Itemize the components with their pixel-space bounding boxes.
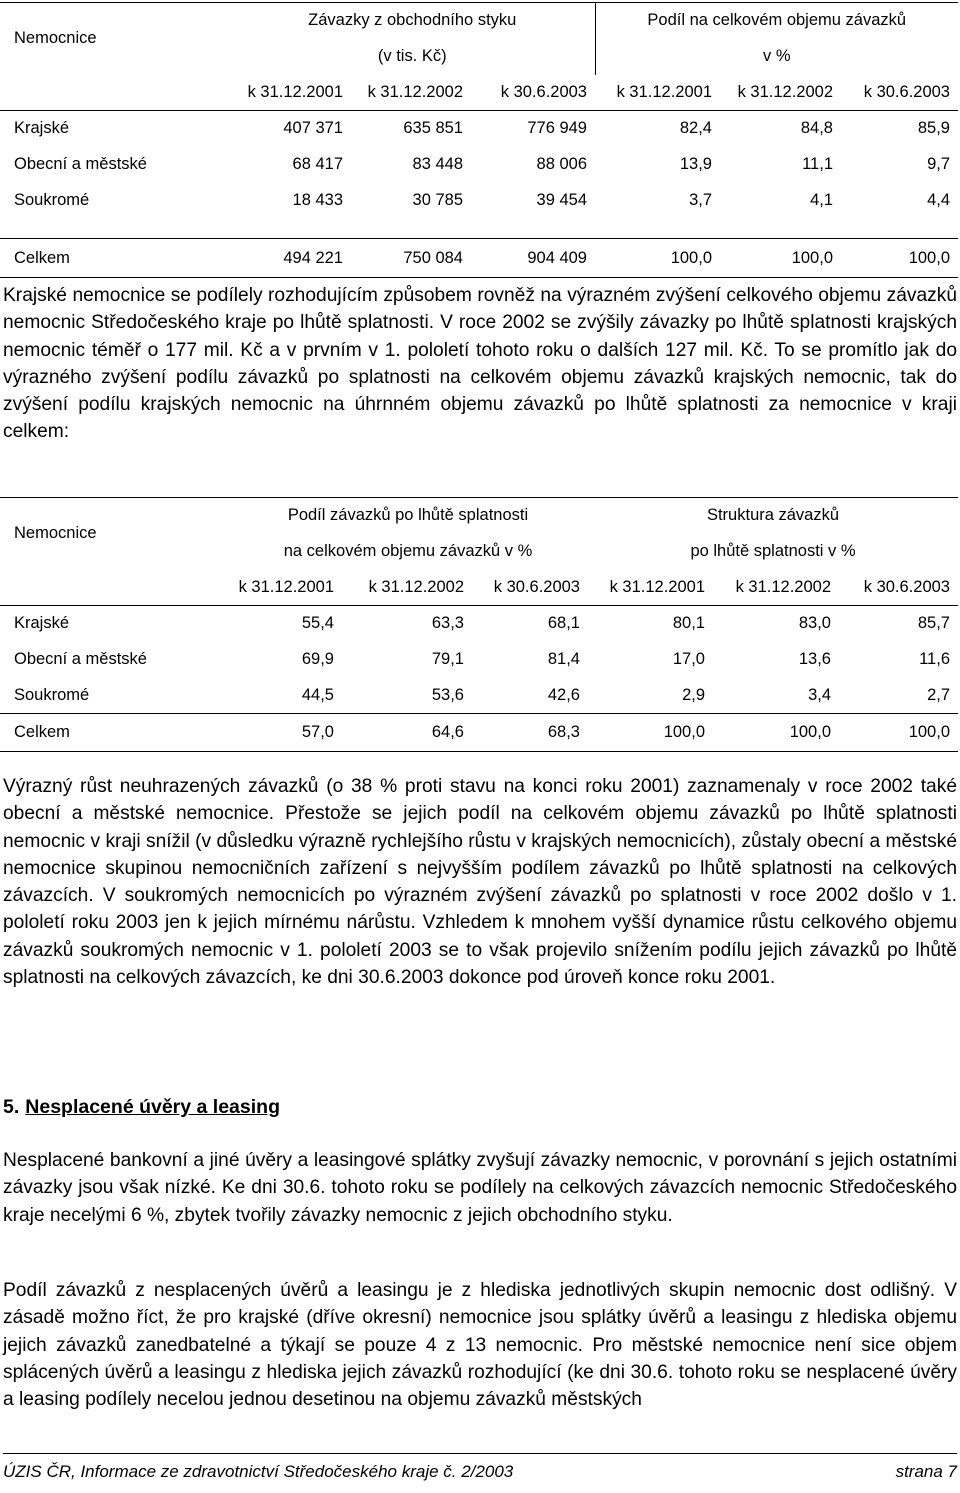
cell: 39 454 [536, 191, 587, 209]
cell: 42,6 [472, 678, 588, 714]
cell: 88 006 [536, 155, 587, 173]
paragraph: Nesplacené bankovní a jiné úvěry a leasingové splátky zvyšují závazky nemocnic, v porovnání s jejich ostatními závazky jsou však nízké. Ke dni 30.6. tohoto roku se podílely na celkových závazcích nemocnic Středočeského kraje necelými 6 %, zbytek tvořily závazky nemocnic z jejich obchodního styku. [3, 1150, 957, 1226]
cell: 407 371 [283, 119, 343, 138]
cell: 68,1 [547, 614, 580, 633]
cell: 635 851 [403, 119, 463, 138]
cell: 84,8 [800, 119, 833, 138]
cell: 904 409 [471, 239, 595, 278]
cell: 30 785 [412, 191, 463, 209]
table-row [0, 678, 958, 714]
cell: 4,1 [810, 191, 833, 209]
cell: 2,7 [839, 678, 958, 714]
cell: 53,6 [342, 678, 472, 714]
group-subheader: v % [595, 39, 958, 75]
date-header: k 31.12.2001 [230, 75, 351, 111]
date-header: k 30.6.2003 [839, 570, 958, 606]
table-row [0, 642, 958, 678]
row-label: Krajské [14, 614, 70, 633]
cell: 69,9 [301, 650, 334, 668]
total-row [0, 714, 958, 752]
cell: 100,0 [588, 714, 713, 752]
cell: 11,6 [919, 650, 950, 668]
cell: 3,4 [713, 678, 839, 714]
overdue-liabilities-table [0, 497, 958, 752]
footer-source: ÚZIS ČR, Informace ze zdravotnictví Středočeského kraje č. 2/2003 [3, 1462, 514, 1481]
cell: 44,5 [228, 678, 342, 714]
paragraph: Výrazný růst neuhrazených závazků (o 38 % proti stavu na konci roku 2001) zaznamenaly v roce 2002 také obecní a městské nemocnice. Přestože se jejich podíl na celkovém objemu závazků po lhůtě splatnosti nemocnic v kraji snížil (v důsledku výrazně rychlejšího růstu v krajských nemocnicích), zůstaly obecní a městské nemocnice skupinou nemocničních zařízení s nejvyšším podílem závazků po lhůtě splatnosti na celkových závazcích. V soukromých nemocnicích po výrazném zvýšení závazků po splatnosti v roce 2002 došlo v 1. pololetí roku 2003 jen k jejich mírnému nárůstu. Vzhledem k mnohem vyšší dynamice růstu celkového objemu závazků soukromých nemocnic v 1. pololetí 2003 se to však projevilo snížením podílu jejich závazků po lhůtě splatnosti na celkových závazcích, ke dni 30.6.2003 dokonce pod úroveň konce roku 2001. [3, 776, 957, 989]
date-header: k 31.12.2001 [228, 570, 342, 606]
cell: 68 417 [292, 155, 343, 173]
cell: 9,7 [927, 155, 950, 173]
date-header: k 31.12.2002 [351, 75, 471, 111]
table-row [0, 111, 958, 147]
row-label: Soukromé [0, 678, 228, 714]
date-header: k 31.12.2001 [588, 570, 713, 606]
page-number: strana 7 [895, 1462, 957, 1481]
cell: 81,4 [547, 650, 580, 668]
section-heading [3, 1096, 280, 1119]
table-row [0, 183, 958, 219]
group-header: Podíl závazků po lhůtě splatnosti [287, 506, 529, 525]
cell: 18 433 [292, 191, 343, 209]
table-row [0, 147, 958, 183]
group-subheader: po lhůtě splatnosti v % [690, 542, 856, 560]
cell: 4,4 [927, 191, 950, 209]
row-label: Obecní a městské [14, 155, 147, 173]
cell: 85,9 [917, 119, 950, 138]
spacer-row [0, 219, 958, 239]
liabilities-table [0, 2, 958, 278]
table-header-row [0, 3, 958, 39]
table-row [0, 606, 958, 642]
cell: 85,7 [917, 614, 950, 633]
cell: 3,7 [689, 191, 712, 209]
cell: 63,3 [431, 614, 464, 633]
date-header: k 31.12.2001 [595, 75, 720, 111]
table-header-row [0, 498, 958, 534]
date-header: k 30.6.2003 [472, 570, 588, 606]
cell: 55,4 [301, 614, 334, 633]
date-header: k 30.6.2003 [471, 75, 595, 111]
group-subheader: na celkovém objemu závazků v % [283, 542, 533, 560]
row-header: Nemocnice [14, 29, 97, 48]
group-header: Podíl na celkovém objemu závazků [595, 3, 958, 39]
cell: 13,6 [798, 650, 831, 668]
cell: 100,0 [720, 239, 841, 278]
date-header: k 31.12.2002 [342, 570, 472, 606]
row-label: Celkem [0, 714, 228, 752]
date-header: k 31.12.2002 [713, 570, 839, 606]
cell: 750 084 [351, 239, 471, 278]
date-header: k 31.12.2002 [720, 75, 841, 111]
cell: 79,1 [431, 650, 464, 668]
group-header: Struktura závazků [706, 506, 840, 525]
cell: 82,4 [679, 119, 712, 138]
row-label: Obecní a městské [14, 650, 147, 668]
row-header: Nemocnice [14, 524, 97, 543]
cell: 776 949 [527, 119, 587, 138]
cell: 100,0 [839, 714, 958, 752]
cell: 64,6 [342, 714, 472, 752]
cell: 68,3 [472, 714, 588, 752]
date-header-row [0, 570, 958, 606]
cell: 100,0 [595, 239, 720, 278]
cell: 83,0 [798, 614, 831, 633]
cell: 83 448 [412, 155, 463, 173]
cell: 494 221 [230, 239, 351, 278]
row-label: Celkem [0, 239, 230, 278]
cell: 100,0 [841, 239, 958, 278]
cell: 2,9 [588, 678, 713, 714]
section-number: 5. [3, 1096, 20, 1118]
page-footer [3, 1453, 957, 1482]
date-header: k 30.6.2003 [841, 75, 958, 111]
cell: 100,0 [713, 714, 839, 752]
cell: 80,1 [672, 614, 705, 633]
row-label: Soukromé [14, 191, 90, 209]
cell: 11,1 [802, 155, 833, 173]
cell: 13,9 [679, 155, 712, 173]
row-label: Krajské [14, 119, 70, 138]
paragraph: Podíl závazků z nesplacených úvěrů a leasingu je z hlediska jednotlivých skupin nemocnic dost odlišný. V zásadě možno říct, že pro krajské (dříve okresní) nemocnice jsou splátky úvěrů a leasingu z hlediska objemu jejich závazků zanedbatelné a týkají se pouze 4 z 13 nemocnic. Pro městské nemocnice není sice objem splácených úvěrů a leasingu z hlediska jejich závazků rozhodující (ke dni 30.6. tohoto roku se nesplacené úvěry a leasing podílely necelou jednou desetinou na objemu závazků městských [3, 1280, 957, 1411]
cell: 17,0 [672, 650, 705, 668]
date-header-row [0, 75, 958, 111]
group-subheader: (v tis. Kč) [377, 47, 447, 65]
total-row [0, 239, 958, 278]
paragraph: Krajské nemocnice se podílely rozhodujícím způsobem rovněž na výrazném zvýšení celkového objemu závazků nemocnic Středočeského kraje po lhůtě splatnosti. V roce 2002 se zvýšily závazky po lhůtě splatnosti krajských nemocnic téměř o 177 mil. Kč a v prvním v 1. pololetí tohoto roku o dalších 127 mil. Kč. To se promítlo jak do výrazného zvýšení podílu závazků po splatnosti na celkovém objemu závazků krajských nemocnic, tak do zvýšení podílu krajských nemocnic na úhrnném objemu závazků po lhůtě splatnosti za nemocnice v kraji celkem: [3, 285, 957, 443]
cell: 57,0 [228, 714, 342, 752]
group-header: Závazky z obchodního styku [308, 11, 517, 30]
section-title: Nesplacené úvěry a leasing [25, 1096, 280, 1118]
